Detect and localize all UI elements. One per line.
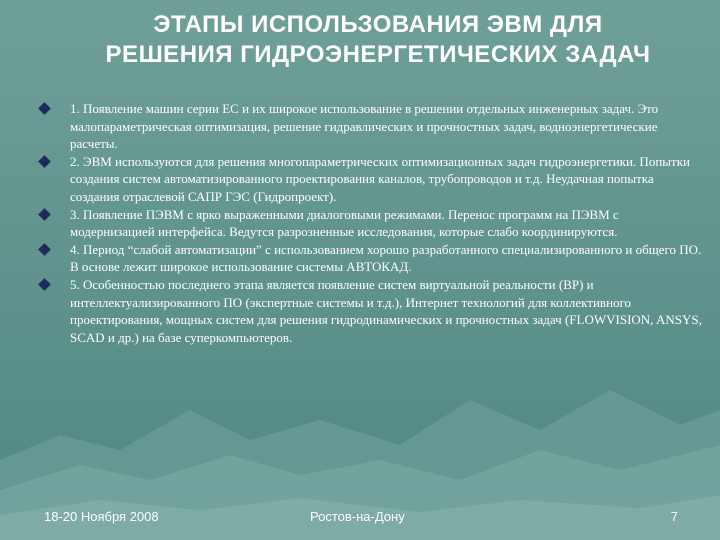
list-item-text: 1. Появление машин серии ЕС и их широкое использование в решении отдельных инженерных задач. Это малопараметрическая оптимизация, решение гидравлических и прочностных задач, водноэнергетические расчеты. <box>70 101 659 152</box>
slide-title <box>58 10 698 70</box>
list-item <box>38 153 706 206</box>
list-item <box>38 276 706 346</box>
list-item <box>38 100 706 153</box>
list-item-text: 5. Особенностью последнего этапа является появление систем виртуальной реальности (ВР) и интеллектуализированного ПО (экспертные системы и т.д.), Интернет технологий для коллективного проектирования, мощных систем для решения гидродинамических и прочностных задач (FLOWVISION, ANSYS, SCAD и др.) на базе суперкомпьютеров. <box>70 276 702 345</box>
footer-location: Ростов-на-Дону <box>310 509 405 524</box>
list-item <box>38 206 706 241</box>
list-item-text: 3. Появление ПЭВМ с ярко выраженными диалоговыми режимами. Перенос программ на ПЭВМ с модернизацией интерфейса. Ведутся разрозненные исследования, которые слабо координируются. <box>70 206 619 240</box>
diamond-bullet-icon <box>38 278 51 291</box>
slide-title-line-2: РЕШЕНИЯ ГИДРОЭНЕРГЕТИЧЕСКИХ ЗАДАЧ <box>105 41 651 68</box>
footer-date: 18-20 Ноября 2008 <box>44 509 159 524</box>
list-item-text: 2. ЭВМ используются для решения многопараметрических оптимизационных задач гидроэнергетики. Попытки создания систем автоматизированного проектирования каналов, трубопроводов и т.д. Неудачная попытка создания отраслевой САПР ГЭС (Гидропроект). <box>70 153 690 204</box>
list-item <box>38 241 706 276</box>
diamond-bullet-icon <box>38 102 51 115</box>
bullet-list <box>38 100 706 346</box>
slide-title-line-1: ЭТАПЫ ИСПОЛЬЗОВАНИЯ ЭВМ ДЛЯ <box>153 11 603 38</box>
diamond-bullet-icon <box>38 243 51 256</box>
diamond-bullet-icon <box>38 155 51 168</box>
page-number: 7 <box>670 509 678 524</box>
list-item-text: 4. Период “слабой автоматизации” с использованием хорошо разработанного специализированного и общего ПО. В основе лежит широкое использование системы АВТОКАД. <box>70 241 702 275</box>
diamond-bullet-icon <box>38 208 51 221</box>
